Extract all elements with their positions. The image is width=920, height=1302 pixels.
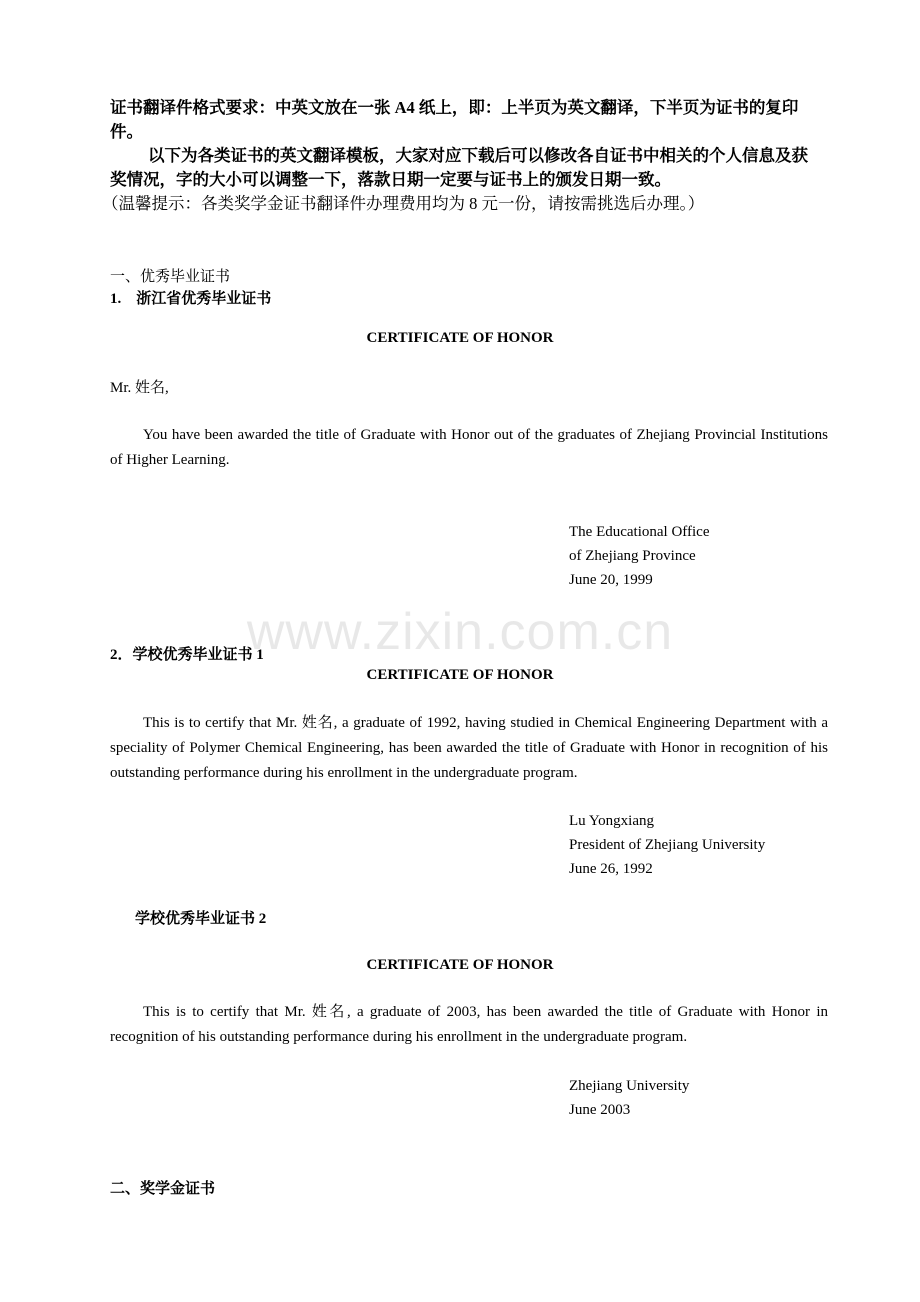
signer-line: Zhejiang University (569, 1078, 690, 1094)
item-2-heading: 2．学校优秀毕业证书 1 (110, 647, 264, 663)
section-2-title: 二、奖学金证书 (110, 1181, 216, 1197)
section-1-title: 一、优秀毕业证书 (110, 269, 231, 285)
certificate-title-2: CERTIFICATE OF HONOR (366, 667, 554, 683)
body-paragraph: This is to certify that Mr. 姓名, a graduate of 2003, has been awarded the title of Graduate with Honor in recognition of his outstanding performance during his enrollment in the undergraduate program. (110, 1004, 828, 1045)
body-paragraph: This is to certify that Mr. 姓名, a graduate of 1992, having studied in Chemical Engineering Department with a speciality of Polymer Chemical Engineering, has been awarded the title of Graduate with Honor in recognition of his outstanding performance during his enrollment in the undergraduate program. (110, 715, 828, 781)
certificate-body-1 (110, 423, 828, 473)
signature-block-3 (569, 1074, 689, 1122)
certificate-title-3: CERTIFICATE OF HONOR (366, 957, 554, 973)
issue-date: June 26, 1992 (569, 861, 653, 877)
format-requirement: 证书翻译件格式要求：中英文放在一张 A4 纸上，即：上半页为英文翻译，下半页为证书的复印件。 (110, 98, 799, 141)
template-instructions: 以下为各类证书的英文翻译模板，大家对应下载后可以修改各自证书中相关的个人信息及获奖情况，字的大小可以调整一下，落款日期一定要与证书上的颁发日期一致。 (110, 146, 808, 189)
item-3-heading: 学校优秀毕业证书 2 (135, 911, 267, 927)
signer-line: The Educational Office (569, 524, 710, 540)
certificate-title-1: CERTIFICATE OF HONOR (366, 330, 554, 346)
signer-line: President of Zhejiang University (569, 837, 766, 853)
salutation: Mr. 姓名, (110, 380, 169, 396)
issue-date: June 2003 (569, 1102, 631, 1118)
body-paragraph: You have been awarded the title of Graduate with Honor out of the graduates of Zhejiang Provincial Institutions of Higher Learning. (110, 427, 828, 468)
item-1-heading: 1. 浙江省优秀毕业证书 (110, 291, 272, 307)
signer-line: Lu Yongxiang (569, 813, 655, 829)
issue-date: June 20, 1999 (569, 572, 653, 588)
certificate-body-3 (110, 1000, 828, 1050)
intro-block (102, 96, 820, 216)
signature-block-2 (569, 809, 765, 881)
watermark: www.zixin.com.cn (246, 603, 674, 661)
fee-note: （温馨提示：各类奖学金证书翻译件办理费用均为 8 元一份，请按需挑选后办理。） (102, 194, 705, 213)
signature-block-1 (569, 520, 710, 592)
certificate-body-2 (110, 711, 828, 786)
signer-line: of Zhejiang Province (569, 548, 696, 564)
